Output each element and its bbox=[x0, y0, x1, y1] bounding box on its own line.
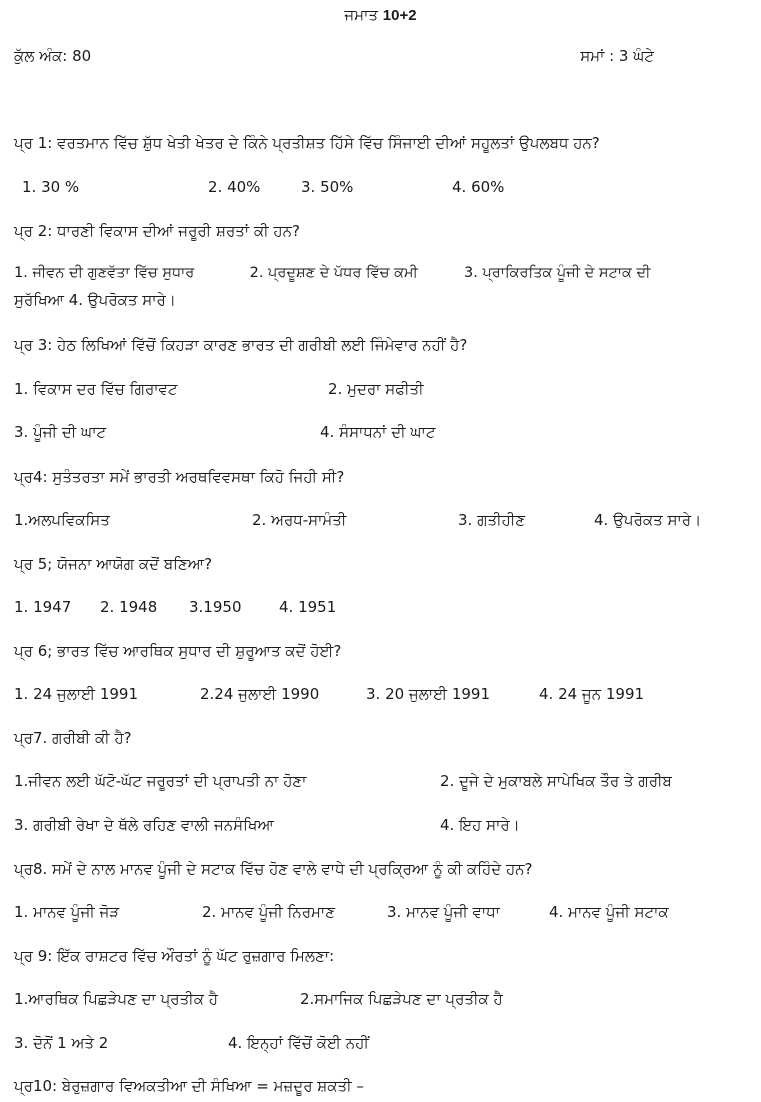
option: 1. 1947 bbox=[14, 598, 72, 616]
option: 3. 20 ਜੁਲਾਈ 1991 bbox=[366, 685, 491, 703]
question-3: ਪ੍ਰ 3: ਹੇਠ ਲਿਖਿਆਂ ਵਿੱਚੋਂ ਕਿਹੜਾ ਕਾਰਣ ਭਾਰਤ ਦੀ ਗਰੀਬੀ ਲਈ ਜਿੰਮੇਵਾਰ ਨਹੀਂ ਹੈ? bbox=[14, 336, 468, 354]
question-4: ਪ੍ਰ4: ਸੁਤੰਤਰਤਾ ਸਮੇਂ ਭਾਰਤੀ ਅਰਥਵਿਵਸਥਾ ਕਿਹੋ ਜਿਹੀ ਸੀ? bbox=[14, 468, 345, 486]
option: 1. 24 ਜੁਲਾਈ 1991 bbox=[14, 685, 139, 703]
option: 3. ਦੋਨੋਂ 1 ਅਤੇ 2 bbox=[14, 1034, 109, 1052]
option: 3. 50% bbox=[301, 178, 354, 196]
option: 4. 1951 bbox=[279, 598, 337, 616]
option: 3. ਗਤੀਹੀਣ bbox=[458, 511, 526, 529]
question-6: ਪ੍ਰ 6; ਭਾਰਤ ਵਿੱਚ ਆਰਥਿਕ ਸੁਧਾਰ ਦੀ ਸ਼ੁਰੂਆਤ ਕਦੋਂ ਹੋਈ? bbox=[14, 642, 342, 660]
question-5: ਪ੍ਰ 5; ਯੋਜਨਾ ਆਯੋਗ ਕਦੋਂ ਬਣਿਆ? bbox=[14, 555, 213, 573]
option: 2.ਸਮਾਜਿਕ ਪਿਛੜੇਪਣ ਦਾ ਪ੍ਰਤੀਕ ਹੈ bbox=[300, 990, 503, 1008]
option: 2. ਮੁਦਰਾ ਸਫੀਤੀ bbox=[328, 380, 424, 398]
option: 4. 60% bbox=[452, 178, 505, 196]
option: 2.24 ਜੁਲਾਈ 1990 bbox=[200, 685, 320, 703]
option: 3.1950 bbox=[189, 598, 242, 616]
question-10: ਪ੍ਰ10: ਬੇਰੁਜ਼ਗਾਰ ਵਿਅਕਤੀਆ ਦੀ ਸੰਖਿਆ = ਮਜ਼ਦੂਰ ਸ਼ਕਤੀ – bbox=[14, 1077, 364, 1095]
exam-meta bbox=[14, 47, 654, 65]
question-8: ਪ੍ਰ8. ਸਮੇਂ ਦੇ ਨਾਲ ਮਾਨਵ ਪੂੰਜੀ ਦੇ ਸਟਾਕ ਵਿੱਚ ਹੋਣ ਵਾਲੇ ਵਾਧੇ ਦੀ ਪ੍ਰਕ੍ਰਿਆ ਨੂੰ ਕੀ ਕਹਿੰਦੇ ਹਨ? bbox=[14, 860, 533, 878]
exam-time: ਸਮਾਂ : 3 ਘੰਟੇ bbox=[580, 47, 654, 65]
option: 1. ਜੀਵਨ ਦੀ ਗੁਣਵੱਤਾ ਵਿੱਚ ਸੁਧਾਰ 2. ਪ੍ਰਦੂਸ਼ਣ ਦੇ ਪੱਧਰ ਵਿੱਚ ਕਮੀ 3. ਪ੍ਰਾਕਿਰਤਿਕ ਪੂੰਜੀ ਦੇ ਸਟਾਕ ਦੀ bbox=[14, 265, 651, 281]
option: 2. ਅਰਧ-ਸਾਮੰਤੀ bbox=[252, 511, 347, 529]
option: 4. ਇਹ ਸਾਰੇ। bbox=[440, 816, 520, 834]
option: 1. ਵਿਕਾਸ ਦਰ ਵਿੱਚ ਗਿਰਾਵਟ bbox=[14, 380, 178, 398]
question-7: ਪ੍ਰ7. ਗਰੀਬੀ ਕੀ ਹੈ? bbox=[14, 729, 132, 747]
option: 4. ਮਾਨਵ ਪੂੰਜੀ ਸਟਾਕ bbox=[549, 903, 669, 921]
option: 4. ਸੰਸਾਧਨਾਂ ਦੀ ਘਾਟ bbox=[320, 423, 436, 441]
option: 1. ਮਾਨਵ ਪੂੰਜੀ ਜੋੜ bbox=[14, 903, 120, 921]
option: 1.ਜੀਵਨ ਲਈ ਘੱਟੋ-ਘੱਟ ਜਰੂਰਤਾਂ ਦੀ ਪ੍ਰਾਪਤੀ ਨਾ ਹੋਣਾ bbox=[14, 772, 307, 790]
page-title bbox=[0, 6, 761, 24]
option: 3. ਮਾਨਵ ਪੂੰਜੀ ਵਾਧਾ bbox=[387, 903, 500, 921]
option: 1. 30 % bbox=[22, 178, 80, 196]
option: 4. ਉਪਰੋਕਤ ਸਾਰੇ। bbox=[594, 511, 702, 529]
option: 1.ਆਰਥਿਕ ਪਿਛੜੇਪਣ ਦਾ ਪ੍ਰਤੀਕ ਹੈ bbox=[14, 990, 218, 1008]
option: ਸੁਰੱਖਿਆ 4. ਉਪਰੋਕਤ ਸਾਰੇ। bbox=[14, 291, 176, 309]
option: 2. 40% bbox=[208, 178, 261, 196]
class-number: 10+2 bbox=[382, 7, 417, 24]
question-1: ਪ੍ਰ 1: ਵਰਤਮਾਨ ਵਿੱਚ ਸ਼ੁੱਧ ਖੇਤੀ ਖੇਤਰ ਦੇ ਕਿੰਨੇ ਪ੍ਰਤੀਸ਼ਤ ਹਿੱਸੇ ਵਿੱਚ ਸਿੰਜਾਈ ਦੀਆਂ ਸਹੂਲਤਾਂ ਉਪਲਬਧ ਹਨ? bbox=[14, 134, 600, 152]
class-label: ਜਮਾਤ bbox=[344, 6, 378, 24]
question-2: ਪ੍ਰ 2: ਧਾਰਣੀ ਵਿਕਾਸ ਦੀਆਂ ਜਰੂਰੀ ਸ਼ਰਤਾਂ ਕੀ ਹਨ? bbox=[14, 222, 300, 240]
option: 4. ਇਨ੍ਹਾਂ ਵਿੱਚੋਂ ਕੋਈ ਨਹੀਂ bbox=[228, 1034, 369, 1052]
option: 2. 1948 bbox=[100, 598, 158, 616]
option: 1.ਅਲਪਵਿਕਸਿਤ bbox=[14, 511, 110, 529]
option: 2. ਦੂਜੇ ਦੇ ਮੁਕਾਬਲੇ ਸਾਪੇਖਿਕ ਤੌਰ ਤੇ ਗਰੀਬ bbox=[440, 772, 672, 790]
option: 3. ਗਰੀਬੀ ਰੇਖਾ ਦੇ ਥੱਲੇ ਰਹਿਣ ਵਾਲੀ ਜਨਸੰਖਿਆ bbox=[14, 816, 274, 834]
option: 3. ਪੂੰਜੀ ਦੀ ਘਾਟ bbox=[14, 423, 107, 441]
option: 4. 24 ਜੂਨ 1991 bbox=[539, 685, 645, 703]
option: 2. ਮਾਨਵ ਪੂੰਜੀ ਨਿਰਮਾਣ bbox=[202, 903, 335, 921]
total-marks: ਕੁੱਲ ਅੰਕ: 80 bbox=[14, 47, 92, 65]
question-9: ਪ੍ਰ 9: ਇੱਕ ਰਾਸ਼ਟਰ ਵਿੱਚ ਔਰਤਾਂ ਨੂੰ ਘੱਟ ਰੁਜ਼ਗਾਰ ਮਿਲਣਾ: bbox=[14, 947, 335, 965]
